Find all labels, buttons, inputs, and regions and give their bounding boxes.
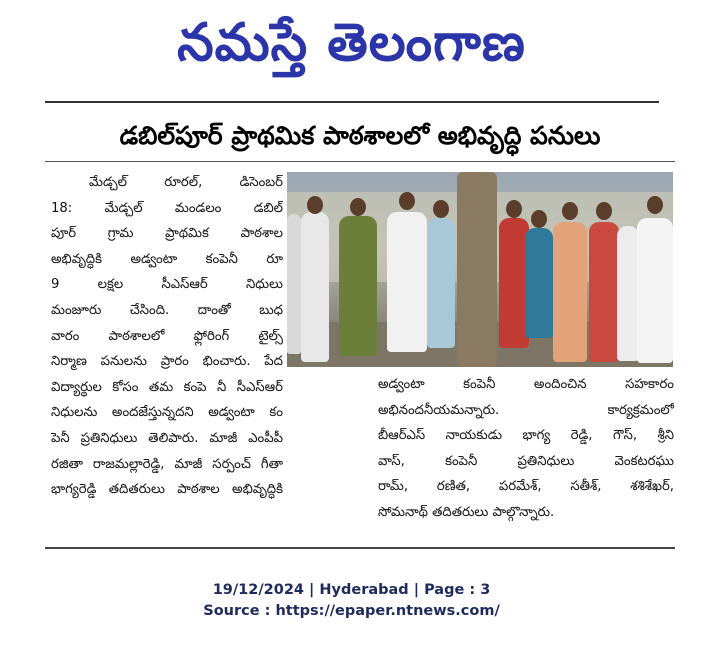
article-line: అభినందనీయమన్నారు. కార్యక్రమంలో <box>378 402 674 418</box>
article-photo <box>287 172 673 367</box>
article-line: రామ్, రణిత, పరమేశ్, సతీశ్, శశిశేఖర్, <box>378 479 674 495</box>
article-line: మేడ్చల్ రూరల్, డిసెంబర్ <box>89 175 283 190</box>
article-column-left <box>51 170 283 503</box>
news-article <box>45 166 675 546</box>
photo-person-head <box>399 192 415 210</box>
article-line: సోమనాథ్ తదితరులు పాల్గొన్నారు. <box>378 504 555 520</box>
photo-person-head <box>647 196 663 214</box>
photo-tree-trunk <box>457 172 497 367</box>
photo-person-head <box>562 202 578 220</box>
article-line: పెనీ ప్రతినిధులు తెలిపారు. మాజీ ఎంపీపీ <box>51 430 283 446</box>
photo-person <box>617 226 639 361</box>
headline-divider <box>45 161 675 162</box>
article-column-right <box>378 372 674 526</box>
article-line: 9 లక్షల సీఎస్ఆర్ నిధులు <box>51 277 283 293</box>
masthead-logo: నమస్తే తెలంగాణ <box>177 13 526 73</box>
article-headline: డబిల్‌పూర్ ప్రాథమిక పాఠశాలలో అభివృద్ధి పనులు <box>119 121 601 150</box>
photo-person-head <box>531 210 547 228</box>
article-line: పూర్ గ్రామ ప్రాథమిక పాఠశాల <box>51 226 283 242</box>
photo-person <box>589 222 619 362</box>
photo-person <box>339 216 377 356</box>
article-line: అడ్వంటా కంపెనీ అందించిన సహకారం <box>378 377 674 392</box>
article-line: నిర్మాణ పనులను ప్రారం భించారు. పేద <box>51 354 283 370</box>
photo-person-head <box>307 196 323 214</box>
photo-person <box>427 218 455 348</box>
photo-person-head <box>596 202 612 220</box>
masthead-divider <box>45 101 659 103</box>
photo-person <box>637 218 673 363</box>
article-line: వారం పాఠశాలలో ఫ్లోరింగ్ టైల్స్ <box>51 328 283 344</box>
photo-person-head <box>506 200 522 218</box>
article-bottom-divider <box>45 547 675 549</box>
article-line: విద్యార్థుల కోసం తమ కంపె నీ సీఎస్ఆర్ <box>51 379 283 395</box>
article-line: మంజూరు చేసింది. దాంతో బుధ <box>51 302 283 318</box>
photo-person <box>287 214 301 354</box>
article-line: నిధులను అందజేస్తున్నదని అడ్వంటా కం <box>51 405 283 421</box>
photo-person <box>553 222 587 362</box>
photo-person <box>387 212 427 352</box>
article-line: అభివృద్ధికి అడ్వంటా కంపెనీ రూ <box>51 251 283 267</box>
photo-person <box>525 228 553 338</box>
article-line: భాగ్యరెడ్డి తదితరులు పాఠశాల అభివృద్ధికి <box>51 482 283 498</box>
article-line: రజితా రాజమల్లారెడ్డి, మాజీ సర్పంచ్ గీతా <box>51 456 283 472</box>
photo-person-head <box>433 200 449 218</box>
footer-date-edition-page: 19/12/2024 | Hyderabad | Page : 3 <box>212 582 491 598</box>
article-line: వాస్, కంపెనీ ప్రతినిధులు వెంకటరఘు <box>378 453 674 469</box>
article-line: బీఆర్ఎస్ నాయకుడు భాగ్య రెడ్డి, గౌస్, శ్రీని <box>378 428 674 444</box>
photo-person-head <box>350 198 366 216</box>
photo-person <box>301 212 329 362</box>
article-line: 18: మేడ్చల్ మండలం డబిల్ <box>51 200 283 216</box>
footer-source: Source : https://epaper.ntnews.com/ <box>203 603 500 619</box>
